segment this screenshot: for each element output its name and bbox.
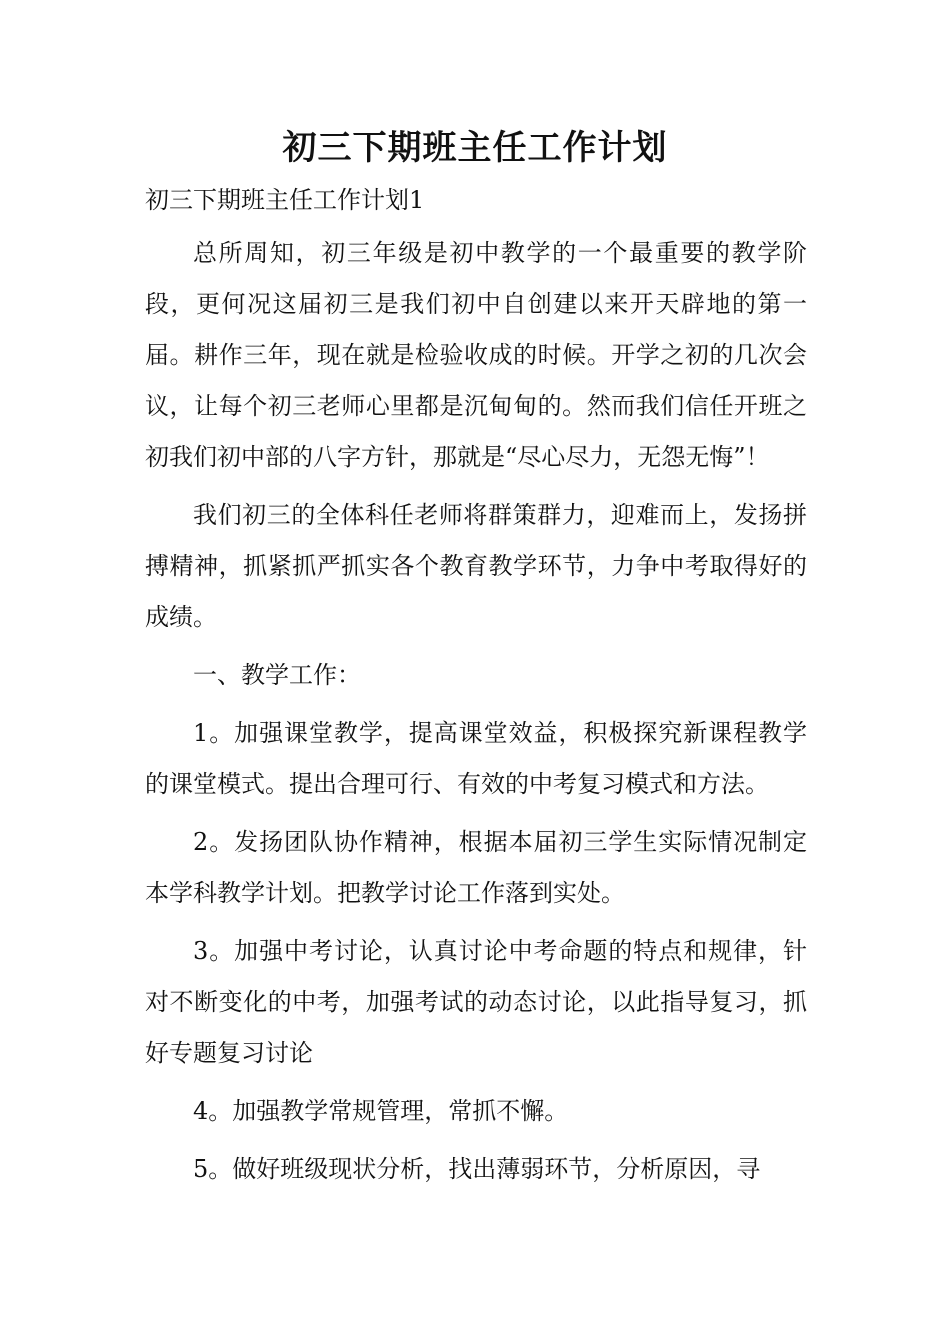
paragraph-goal: 我们初三的全体科任老师将群策群力，迎难而上，发扬拼搏精神，抓紧抓严抓实各个教育教学环节，力争中考取得好的成绩。: [145, 501, 807, 631]
list-item-5: 5。做好班级现状分析，找出薄弱环节，分析原因，寻: [193, 1155, 761, 1183]
document-title: 初三下期班主任工作计划: [282, 128, 668, 168]
list-item-1: 1。加强课堂教学，提高课堂效益，积极探究新课程教学的课堂模式。提出合理可行、有效的中考复习模式和方法。: [145, 719, 807, 798]
list-item-3: 3。加强中考讨论，认真讨论中考命题的特点和规律，针对不断变化的中考，加强考试的动态讨论，以此指导复习，抓好专题复习讨论: [145, 937, 807, 1067]
document-subtitle: 初三下期班主任工作计划1: [145, 186, 425, 214]
section-heading-teaching: 一、教学工作：: [193, 661, 361, 689]
list-item-2: 2。发扬团队协作精神，根据本届初三学生实际情况制定本学科教学计划。把教学讨论工作落到实处。: [145, 828, 807, 907]
paragraph-intro: 总所周知，初三年级是初中教学的一个最重要的教学阶段，更何况这届初三是我们初中自创建以来开天辟地的第一届。耕作三年，现在就是检验收成的时候。开学之初的几次会议，让每个初三老师心里都是沉甸甸的。然而我们信任开班之初我们初中部的八字方针，那就是“尽心尽力，无怨无悔”！: [145, 239, 807, 471]
document-body: [145, 228, 807, 1195]
list-item-4: 4。加强教学常规管理，常抓不懈。: [193, 1097, 569, 1125]
